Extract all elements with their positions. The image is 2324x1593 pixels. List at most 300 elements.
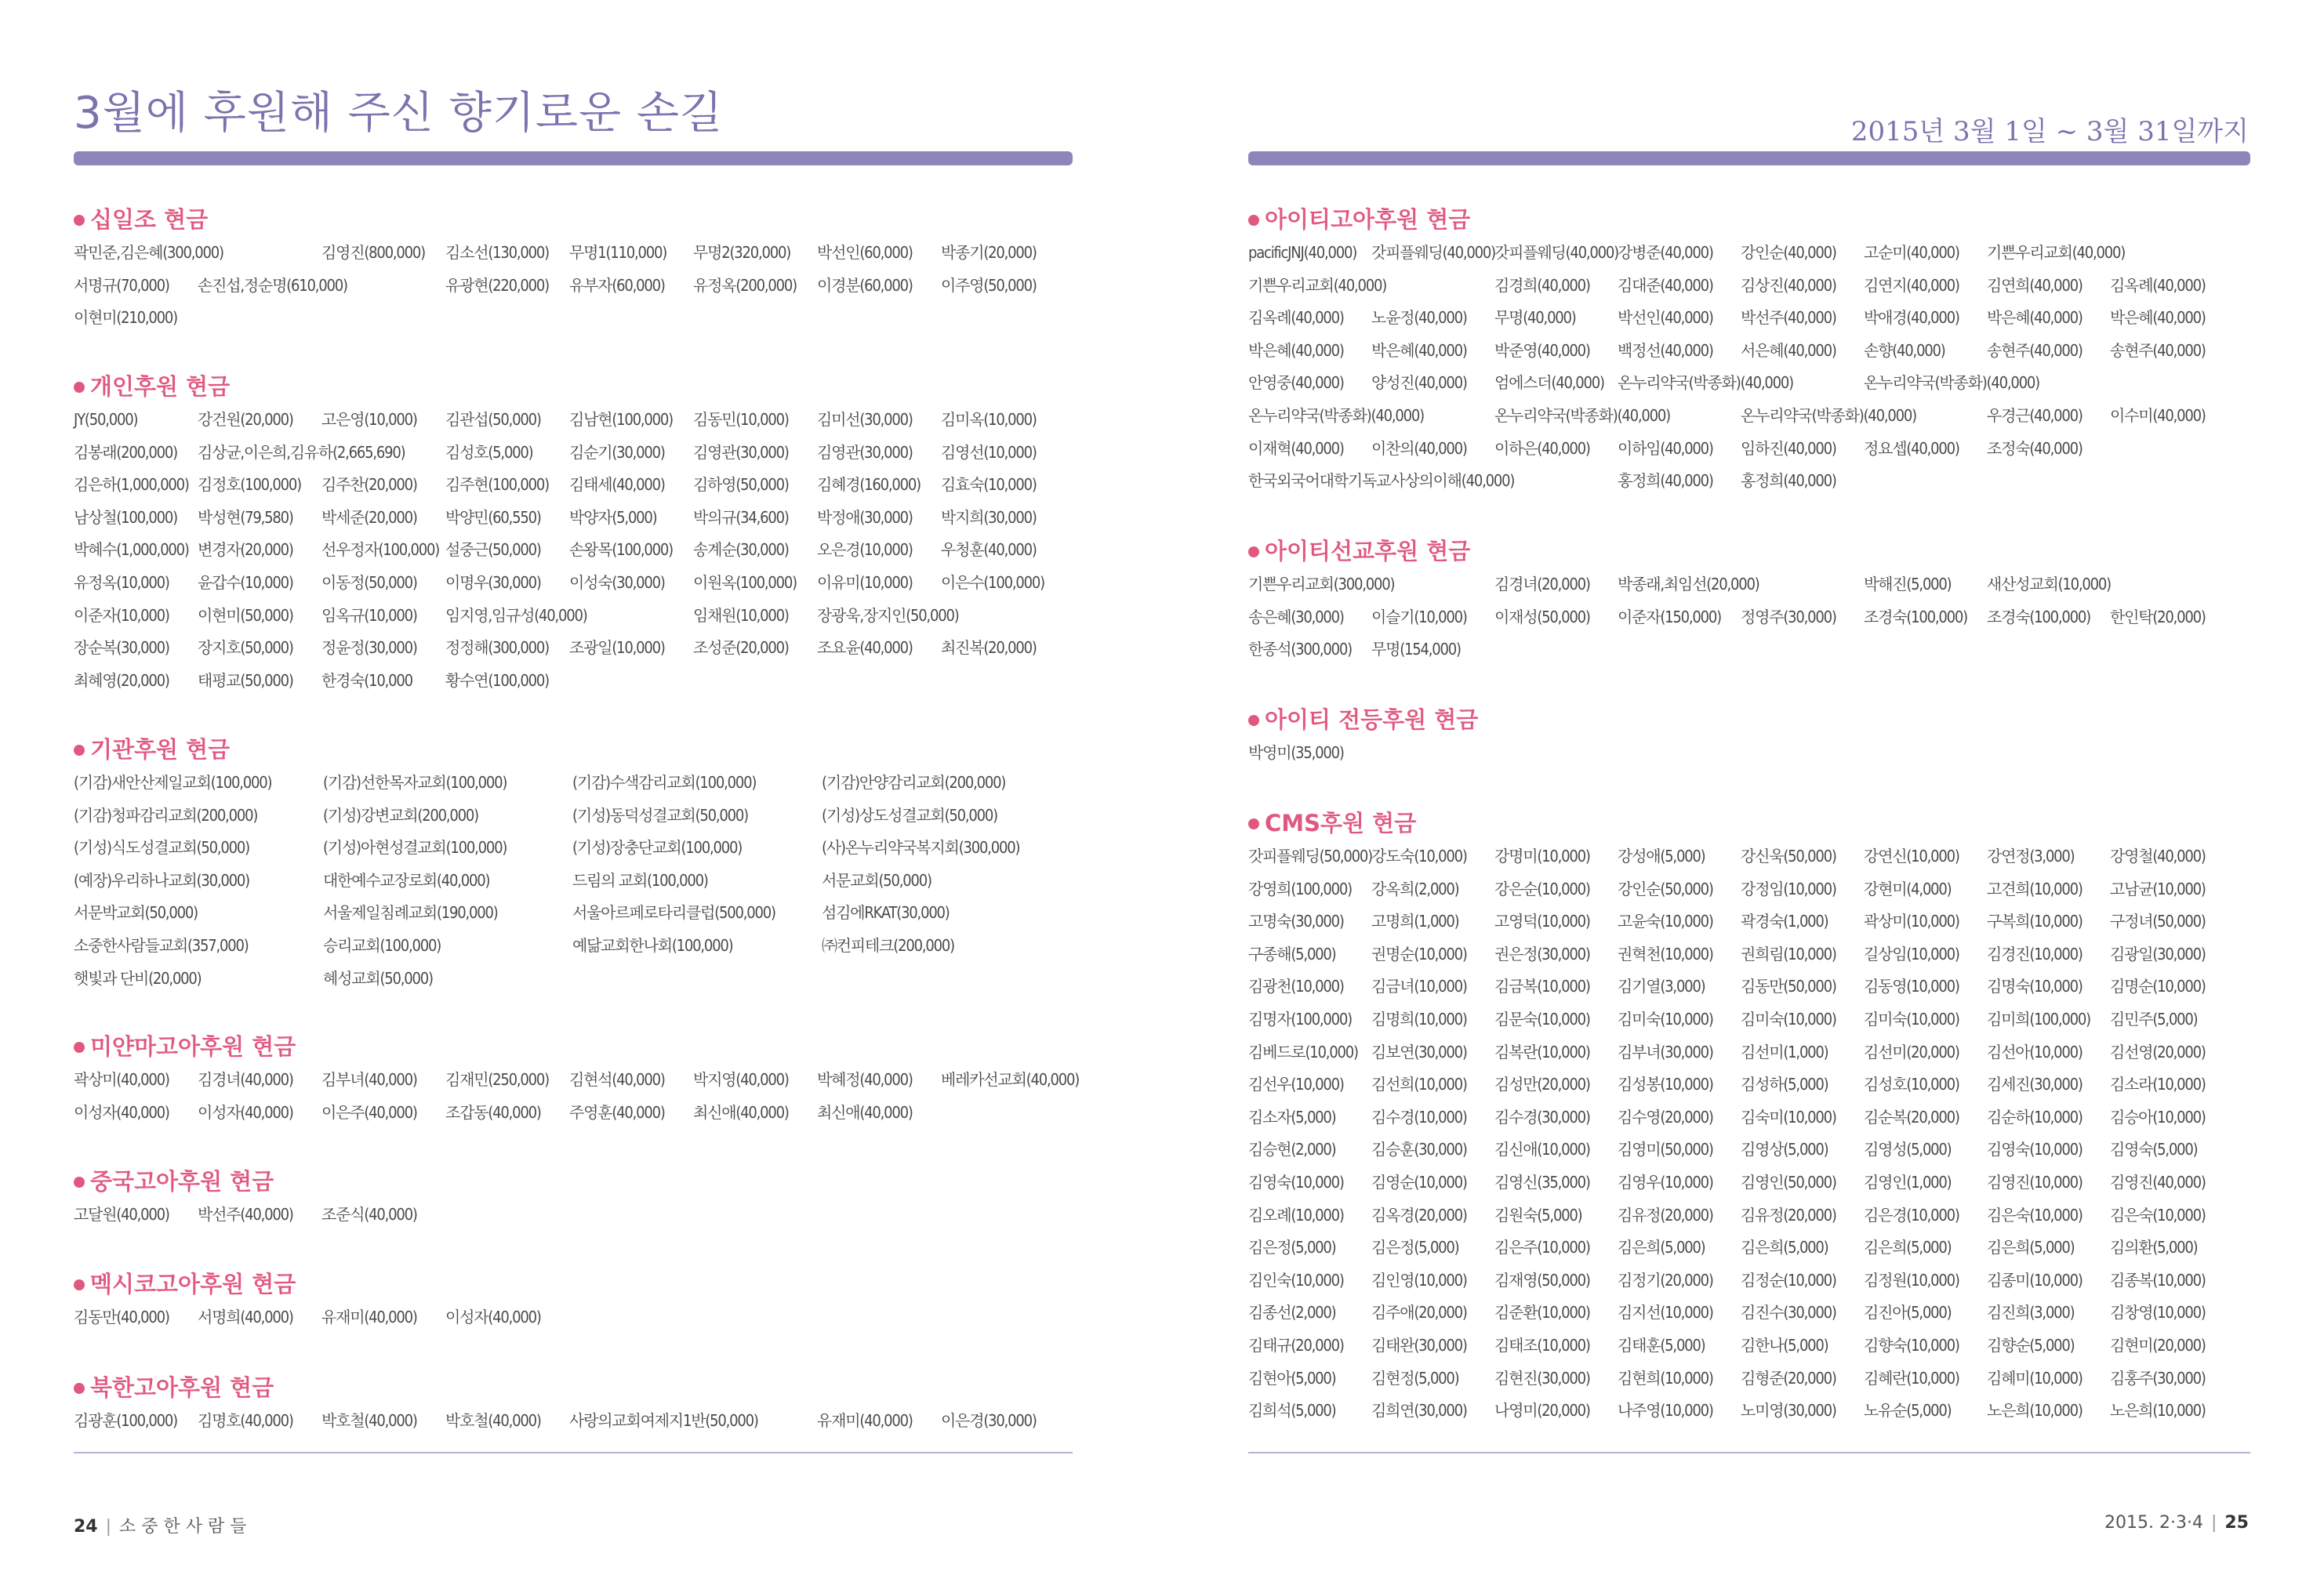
donor-entry: 박애경(40,000): [1864, 308, 1959, 328]
donor-entry: 김현미(20,000): [2110, 1335, 2206, 1355]
donor-entry: 김진희(3,000): [1987, 1303, 2075, 1323]
donor-entry: pacificJNJ(40,000): [1248, 243, 1357, 262]
donation-section: [74, 371, 1044, 697]
donor-row: [1248, 1199, 2206, 1232]
donor-row: [74, 1405, 1037, 1438]
section-title-text: 아이티 전등후원 현금: [1265, 706, 1479, 733]
donor-entry: 김보연(30,000): [1371, 1042, 1467, 1061]
donor-entry: 김인숙(10,000): [1248, 1270, 1344, 1290]
donor-entry: 조경숙(100,000): [1864, 607, 1967, 626]
donor-entry: 노은희(10,000): [1987, 1401, 2083, 1421]
donor-row: [74, 534, 1037, 567]
donor-row: [74, 404, 1037, 437]
donor-entry: 김현희(10,000): [1618, 1368, 1713, 1388]
donor-entry: 김영숙(10,000): [1987, 1140, 2083, 1159]
donor-entry: 강영철(40,000): [2110, 847, 2206, 865]
donor-entry: 선우정자(100,000): [321, 540, 440, 560]
donor-entry: 우청훈(40,000): [941, 540, 1037, 560]
donor-entry: 설중근(50,000): [445, 540, 541, 560]
donation-section: [1248, 535, 2206, 666]
donor-row: [74, 469, 1037, 502]
donor-entry: 김상균,이은희,김유하(2,665,690): [198, 442, 405, 462]
bullet-dot-icon: [74, 1042, 85, 1053]
bullet-dot-icon: [74, 1177, 85, 1188]
donor-entry: 대한예수교장로회(40,000): [323, 870, 490, 890]
donor-entry: 김정원(10,000): [1864, 1270, 1959, 1290]
donor-entry: 김은희(5,000): [1618, 1238, 1705, 1257]
donor-entry: 김현아(5,000): [1248, 1368, 1336, 1388]
donor-entry: 서문교회(50,000): [822, 870, 931, 890]
donor-entry: 강신욱(50,000): [1741, 847, 1836, 865]
donor-entry: 강연신(10,000): [1864, 847, 1959, 865]
donor-entry: 김옥례(40,000): [1248, 308, 1344, 328]
issue-date: 2015. 2·3·4: [2104, 1513, 2203, 1533]
donor-entry: 장지호(50,000): [198, 638, 293, 658]
donor-list: [74, 1405, 1037, 1438]
donor-entry: 김은희(5,000): [1741, 1238, 1828, 1257]
donor-entry: 강영희(100,000): [1248, 879, 1352, 898]
donor-entry: 김영우(10,000): [1618, 1172, 1713, 1192]
donor-entry: 김준환(10,000): [1494, 1303, 1590, 1323]
donation-section: [74, 1268, 541, 1334]
section-title-text: 기관후원 현금: [90, 736, 231, 763]
donor-entry: 권희림(10,000): [1741, 944, 1836, 963]
donor-entry: 김경희(40,000): [1494, 275, 1590, 295]
donor-entry: 임옥규(10,000): [321, 605, 417, 625]
donor-entry: 이명우(30,000): [445, 572, 541, 592]
donor-entry: 소중한사람들교회(357,000): [74, 935, 249, 955]
donor-entry: 김미희(100,000): [1987, 1009, 2090, 1029]
footer-separator: |: [105, 1517, 112, 1537]
donor-entry: 서울제일침례교회(190,000): [323, 903, 498, 923]
donor-entry: 손향(40,000): [1864, 340, 1945, 360]
donor-entry: 박은혜(40,000): [1987, 308, 2083, 328]
donor-entry: 김경진(10,000): [1987, 944, 2083, 963]
donor-entry: 김주애(20,000): [1371, 1303, 1467, 1323]
donor-row: [1248, 1363, 2206, 1395]
donor-entry: 혜성교회(50,000): [323, 968, 433, 988]
donor-entry: 고명숙(30,000): [1248, 912, 1344, 931]
donor-entry: 김혜미(10,000): [1987, 1368, 2083, 1388]
donor-entry: 김남현(100,000): [569, 410, 673, 429]
title-bar: [74, 151, 1073, 165]
donor-entry: (기감)안양감리교회(200,000): [822, 773, 1006, 792]
donor-entry: 김기열(3,000): [1618, 977, 1705, 996]
donor-row: [74, 502, 1037, 535]
donor-entry: 김선미(1,000): [1741, 1042, 1828, 1061]
donor-entry: 권은정(30,000): [1494, 944, 1590, 963]
donor-entry: 김숙미(10,000): [1741, 1107, 1836, 1127]
donor-row: [74, 930, 954, 963]
donor-entry: 김오례(10,000): [1248, 1205, 1344, 1225]
donor-entry: 송현주(40,000): [1987, 340, 2083, 360]
donor-list: [1248, 737, 1478, 770]
donor-entry: (사)온누리약국복지회(300,000): [822, 838, 1020, 858]
donor-row: [74, 237, 1037, 270]
donor-entry: 김영신(35,000): [1494, 1172, 1590, 1192]
donor-entry: 조성준(20,000): [693, 638, 789, 658]
donor-entry: 최진복(20,000): [941, 638, 1037, 658]
donor-entry: 이경분(60,000): [817, 275, 913, 295]
donation-section: [1248, 704, 1478, 770]
donor-entry: 고은영(10,000): [321, 410, 417, 429]
donor-entry: 정요셉(40,000): [1864, 438, 1959, 458]
donor-entry: 변경자(20,000): [198, 540, 293, 560]
donor-entry: 강연정(3,000): [1987, 847, 2075, 865]
donor-entry: 이은수(100,000): [941, 572, 1044, 592]
donor-entry: 김광일(30,000): [2110, 944, 2206, 963]
donor-entry: 김종미(10,000): [1987, 1270, 2083, 1290]
donor-entry: 김선영(20,000): [2110, 1042, 2206, 1061]
donor-row: [1248, 971, 2206, 1003]
donor-entry: 김유정(20,000): [1741, 1205, 1836, 1225]
donor-entry: 김선미(20,000): [1864, 1042, 1959, 1061]
donor-entry: 김영진(800,000): [321, 243, 425, 262]
donor-entry: 박호철(40,000): [321, 1411, 417, 1430]
donor-entry: 이동정(50,000): [321, 572, 417, 592]
donor-entry: 최혜영(20,000): [74, 670, 169, 690]
page-number: 24: [74, 1517, 98, 1537]
donor-entry: 김상진(40,000): [1741, 275, 1836, 295]
donor-entry: (기성)식도성결교회(50,000): [74, 838, 249, 858]
donor-entry: 김종복(10,000): [2110, 1270, 2206, 1290]
donor-entry: 김정순(10,000): [1741, 1270, 1836, 1290]
donor-entry: 유재미(40,000): [321, 1308, 417, 1326]
donor-entry: 김명호(40,000): [198, 1411, 293, 1430]
donor-entry: 노유순(5,000): [1864, 1401, 1952, 1421]
donor-entry: 김미선(30,000): [817, 410, 913, 429]
donor-entry: (예장)우리하나교회(30,000): [74, 870, 249, 890]
donor-entry: 김경녀(20,000): [1494, 575, 1590, 593]
donor-entry: 김혜경(160,000): [817, 475, 921, 495]
donor-entry: 김연지(40,000): [1864, 275, 1959, 295]
donor-entry: 김희연(30,000): [1371, 1401, 1467, 1421]
donor-entry: 정정해(300,000): [445, 638, 549, 658]
donor-entry: 박성현(79,580): [198, 507, 293, 527]
donor-entry: 김향숙(10,000): [1864, 1335, 1959, 1355]
donor-row: [1248, 1003, 2198, 1036]
donor-row: [1248, 302, 2206, 335]
donor-row: [1248, 1297, 2206, 1330]
section-title-text: 십일조 현금: [90, 206, 209, 233]
donor-row: [1248, 335, 2206, 368]
donor-entry: 김인영(10,000): [1371, 1270, 1467, 1290]
section-title-text: 아이티고아후원 현금: [1265, 206, 1471, 233]
donor-entry: 김수경(30,000): [1494, 1107, 1590, 1127]
bullet-dot-icon: [1248, 818, 1259, 829]
donor-entry: 김태규(20,000): [1248, 1335, 1344, 1355]
donor-row: [74, 1097, 913, 1130]
donor-entry: 온누리약국(박종화)(40,000): [1248, 405, 1424, 425]
donor-list: [74, 404, 1044, 697]
right-footer: [2104, 1513, 2249, 1533]
donor-entry: 조광일(10,000): [569, 638, 665, 658]
donor-entry: 온누리약국(박종화)(40,000): [1741, 405, 1916, 425]
donor-entry: 갓피플웨딩(50,000): [1248, 847, 1372, 865]
donor-entry: 김소선(130,000): [445, 243, 549, 262]
donor-entry: 우경근(40,000): [1987, 405, 2083, 425]
donor-entry: 박지희(30,000): [941, 507, 1037, 527]
donor-entry: 오은경(10,000): [817, 540, 913, 560]
donor-entry: 김원숙(5,000): [1494, 1205, 1582, 1225]
donor-entry: 송계순(30,000): [693, 540, 789, 560]
donor-entry: 이현미(210,000): [74, 308, 177, 328]
donor-entry: 김미숙(10,000): [1618, 1009, 1713, 1029]
donor-entry: 조경숙(100,000): [1987, 607, 2090, 626]
page-title: 3월에 후원해 주신 향기로운 손길: [74, 88, 724, 139]
donor-entry: 김성하(5,000): [1741, 1075, 1828, 1094]
donor-entry: 김한나(5,000): [1741, 1335, 1828, 1355]
donor-entry: 이하은(40,000): [1494, 438, 1590, 458]
donor-entry: 서명규(70,000): [74, 275, 169, 295]
donor-entry: 박양민(60,550): [445, 507, 541, 527]
donor-entry: 임하진(40,000): [1741, 438, 1836, 458]
donor-entry: 무명1(110,000): [569, 243, 667, 262]
donor-entry: 나주영(10,000): [1618, 1401, 1713, 1421]
donor-entry: 김승훈(30,000): [1371, 1140, 1467, 1159]
donor-entry: 구복희(10,000): [1987, 912, 2083, 931]
donor-entry: 조요윤(40,000): [817, 638, 913, 658]
donor-entry: 김정기(20,000): [1618, 1270, 1713, 1290]
donor-entry: 사랑의교회여제지1반(50,000): [569, 1411, 758, 1430]
donor-entry: 김영관(30,000): [817, 442, 913, 462]
donor-entry: 김명순(10,000): [2110, 977, 2206, 996]
donor-entry: 김문숙(10,000): [1494, 1009, 1590, 1029]
donor-entry: 안영중(40,000): [1248, 373, 1344, 393]
donor-entry: 김현석(40,000): [569, 1070, 665, 1089]
donor-entry: 김영숙(10,000): [1248, 1172, 1344, 1192]
donor-entry: 김효숙(10,000): [941, 475, 1037, 495]
donor-row: [1248, 840, 2206, 873]
donor-row: [74, 1301, 541, 1334]
donor-row: [74, 865, 931, 898]
donor-entry: 박해진(5,000): [1864, 575, 1952, 593]
donor-row: [1248, 270, 2206, 303]
donor-entry: 윤갑수(10,000): [198, 572, 293, 592]
donor-entry: 김형준(20,000): [1741, 1368, 1836, 1388]
section-title-text: 북한고아후원 현금: [90, 1374, 274, 1401]
section-title: [74, 1268, 296, 1300]
donation-section: [74, 734, 1020, 995]
donor-entry: 김재영(50,000): [1494, 1270, 1590, 1290]
donor-list: [74, 1199, 417, 1232]
donor-entry: 김진아(5,000): [1864, 1303, 1952, 1323]
donor-entry: 조정숙(40,000): [1987, 438, 2083, 458]
donor-entry: 손왕목(100,000): [569, 540, 673, 560]
donor-entry: 이성숙(30,000): [569, 572, 665, 592]
donor-entry: 김봉래(200,000): [74, 442, 177, 462]
donor-entry: 강병준(40,000): [1618, 243, 1713, 262]
donor-entry: 김창영(10,000): [2110, 1303, 2206, 1323]
section-title-text: 개인후원 현금: [90, 373, 231, 400]
donor-entry: 강은순(10,000): [1494, 879, 1590, 898]
donor-entry: 김정호(100,000): [198, 475, 301, 495]
donor-entry: 김태조(10,000): [1494, 1335, 1590, 1355]
donor-row: [74, 437, 1037, 470]
donor-entry: 김종선(2,000): [1248, 1303, 1336, 1323]
donor-entry: 온누리약국(박종화)(40,000): [1618, 373, 1793, 393]
donor-entry: 박종기(20,000): [941, 243, 1037, 262]
donor-entry: (기성)동덕성결교회(50,000): [572, 805, 748, 825]
donor-entry: 강인순(40,000): [1741, 243, 1836, 262]
donor-entry: 갓피플웨딩(40,000): [1371, 243, 1495, 262]
donor-entry: 김은정(5,000): [1371, 1238, 1459, 1257]
donor-entry: 곽경숙(1,000): [1741, 912, 1828, 931]
donor-entry: 무명(154,000): [1371, 640, 1461, 659]
donor-row: [74, 1199, 417, 1232]
donor-entry: 김태세(40,000): [569, 475, 665, 495]
donor-entry: 김성봉(10,000): [1618, 1075, 1713, 1094]
donor-entry: 김주찬(20,000): [321, 475, 417, 495]
donor-entry: 조준식(40,000): [321, 1205, 417, 1224]
donor-entry: 이주영(50,000): [941, 275, 1037, 295]
donor-entry: (기성)상도성결교회(50,000): [822, 805, 997, 825]
donor-entry: 햇빛과 단비(20,000): [74, 968, 202, 988]
donor-entry: 고윤숙(10,000): [1618, 912, 1713, 931]
donor-entry: 양성진(40,000): [1371, 373, 1467, 393]
donor-entry: 김미숙(10,000): [1864, 1009, 1959, 1029]
donor-entry: 이하임(40,000): [1618, 438, 1713, 458]
donor-entry: 김명숙(10,000): [1987, 977, 2083, 996]
donor-entry: 김의환(5,000): [2110, 1238, 2198, 1257]
donor-row: [74, 1064, 1080, 1097]
donation-section: [74, 204, 1037, 335]
donor-entry: 주영훈(40,000): [569, 1102, 665, 1122]
donor-entry: 김성호(5,000): [445, 442, 533, 462]
donor-entry: 박은혜(40,000): [1371, 340, 1467, 360]
donor-entry: 김부녀(30,000): [1618, 1042, 1713, 1061]
donor-entry: 베레카선교회(40,000): [941, 1070, 1080, 1089]
donor-entry: 김진수(30,000): [1741, 1303, 1836, 1323]
donor-entry: 김하영(50,000): [693, 475, 789, 495]
donor-entry: 최신애(40,000): [817, 1102, 913, 1122]
donor-entry: 김은경(10,000): [1864, 1205, 1959, 1225]
donation-section: [1248, 807, 2206, 1428]
donor-entry: 유부자(60,000): [569, 275, 665, 295]
donor-entry: 임지영,임규성(40,000): [445, 605, 587, 625]
bottom-rule: [74, 1452, 1073, 1453]
donor-entry: 온누리약국(박종화)(40,000): [1494, 405, 1670, 425]
donor-row: [74, 270, 1037, 303]
donor-entry: 김금녀(10,000): [1371, 977, 1467, 996]
donor-entry: 김명희(10,000): [1371, 1009, 1467, 1029]
donor-entry: 김순기(30,000): [569, 442, 665, 462]
donor-row: [74, 832, 1020, 865]
donor-entry: 박은혜(40,000): [2110, 308, 2206, 328]
section-title: [1248, 535, 1470, 567]
donor-entry: (기감)선한목자교회(100,000): [323, 773, 507, 792]
donor-entry: 새산성교회(10,000): [1987, 575, 2111, 593]
donor-row: [1248, 938, 2206, 971]
donor-entry: 김영숙(5,000): [2110, 1140, 2198, 1159]
donor-entry: 김유정(20,000): [1618, 1205, 1713, 1225]
bullet-dot-icon: [1248, 715, 1259, 726]
donor-entry: 박혜정(40,000): [817, 1070, 913, 1089]
donor-entry: 백정선(40,000): [1618, 340, 1713, 360]
bullet-dot-icon: [74, 1383, 85, 1394]
donor-entry: 김성호(10,000): [1864, 1075, 1959, 1094]
donor-entry: 김은하(1,000,000): [74, 475, 189, 495]
donor-entry: 강현미(4,000): [1864, 879, 1952, 898]
donor-entry: 김신애(10,000): [1494, 1140, 1590, 1159]
donor-entry: 기쁜우리교회(40,000): [1248, 275, 1387, 295]
donor-entry: 박의규(34,600): [693, 507, 789, 527]
section-title-text: 멕시코고아후원 현금: [90, 1271, 296, 1297]
donor-entry: 박영미(35,000): [1248, 743, 1344, 762]
donor-entry: 강인순(50,000): [1618, 879, 1713, 898]
donor-entry: 길상임(10,000): [1864, 944, 1959, 963]
donor-row: [1248, 400, 2206, 433]
donor-entry: (기감)새안산제일교회(100,000): [74, 773, 272, 792]
donor-entry: 박선주(40,000): [198, 1205, 293, 1224]
donor-entry: (기감)청파감리교회(200,000): [74, 805, 258, 825]
donor-entry: (기감)수색감리교회(100,000): [572, 773, 757, 792]
donor-entry: 한국외국어대학기독교사상의이해(40,000): [1248, 471, 1515, 491]
donor-entry: 남상철(100,000): [74, 507, 177, 527]
donor-entry: 이준자(150,000): [1618, 607, 1721, 626]
donor-row: [1248, 1330, 2206, 1363]
donor-entry: 김민주(5,000): [2110, 1009, 2198, 1029]
donor-entry: 박세준(20,000): [321, 507, 417, 527]
donor-entry: 김순하(10,000): [1987, 1107, 2083, 1127]
donor-entry: 강도숙(10,000): [1371, 847, 1467, 865]
donor-entry: 김영미(50,000): [1618, 1140, 1713, 1159]
donor-row: [74, 963, 433, 996]
donor-list: [74, 767, 1020, 995]
donor-entry: 김베드로(10,000): [1248, 1042, 1358, 1061]
donor-row: [74, 800, 997, 833]
bullet-dot-icon: [1248, 546, 1259, 557]
donor-entry: 강명미(10,000): [1494, 847, 1590, 865]
donor-entry: 정영주(30,000): [1741, 607, 1836, 626]
donor-entry: 박양자(5,000): [569, 507, 657, 527]
donor-entry: 이찬의(40,000): [1371, 438, 1467, 458]
donor-entry: 김광훈(100,000): [74, 1411, 177, 1430]
donor-entry: 김선아(10,000): [1987, 1042, 2083, 1061]
donor-entry: 김대준(40,000): [1618, 275, 1713, 295]
donor-entry: 고영덕(10,000): [1494, 912, 1590, 931]
donor-entry: 김현정(5,000): [1371, 1368, 1459, 1388]
donor-entry: 한종석(300,000): [1248, 640, 1352, 659]
section-title: [1248, 704, 1478, 735]
donor-entry: 무명(40,000): [1494, 308, 1576, 328]
donor-entry: 박혜수(1,000,000): [74, 540, 189, 560]
donor-entry: 황수연(100,000): [445, 670, 549, 690]
donor-entry: 장광욱,장지인(50,000): [817, 605, 959, 625]
section-title: [74, 1031, 296, 1062]
donor-row: [1248, 1265, 2206, 1297]
donor-entry: 김지선(10,000): [1618, 1303, 1713, 1323]
donor-entry: 김동영(10,000): [1864, 977, 1959, 996]
donor-entry: 김순복(20,000): [1864, 1107, 1959, 1127]
donor-list: [1248, 840, 2206, 1428]
donor-entry: 고견희(10,000): [1987, 879, 2083, 898]
donor-entry: 최신애(40,000): [693, 1102, 789, 1122]
page-number: 25: [2224, 1513, 2249, 1533]
donor-entry: 강옥희(2,000): [1371, 879, 1459, 898]
donor-row: [74, 600, 959, 633]
donor-entry: 김선희(10,000): [1371, 1075, 1467, 1094]
donor-entry: 김혜란(10,000): [1864, 1368, 1959, 1388]
donor-entry: 김미옥(10,000): [941, 410, 1037, 429]
donor-entry: 박준영(40,000): [1494, 340, 1590, 360]
donor-row: [1248, 465, 1836, 498]
donor-entry: 김옥경(20,000): [1371, 1205, 1467, 1225]
donor-entry: 김희석(5,000): [1248, 1401, 1336, 1421]
bullet-dot-icon: [74, 1279, 85, 1290]
section-title: [1248, 807, 1416, 839]
donation-section: [74, 1031, 1080, 1129]
